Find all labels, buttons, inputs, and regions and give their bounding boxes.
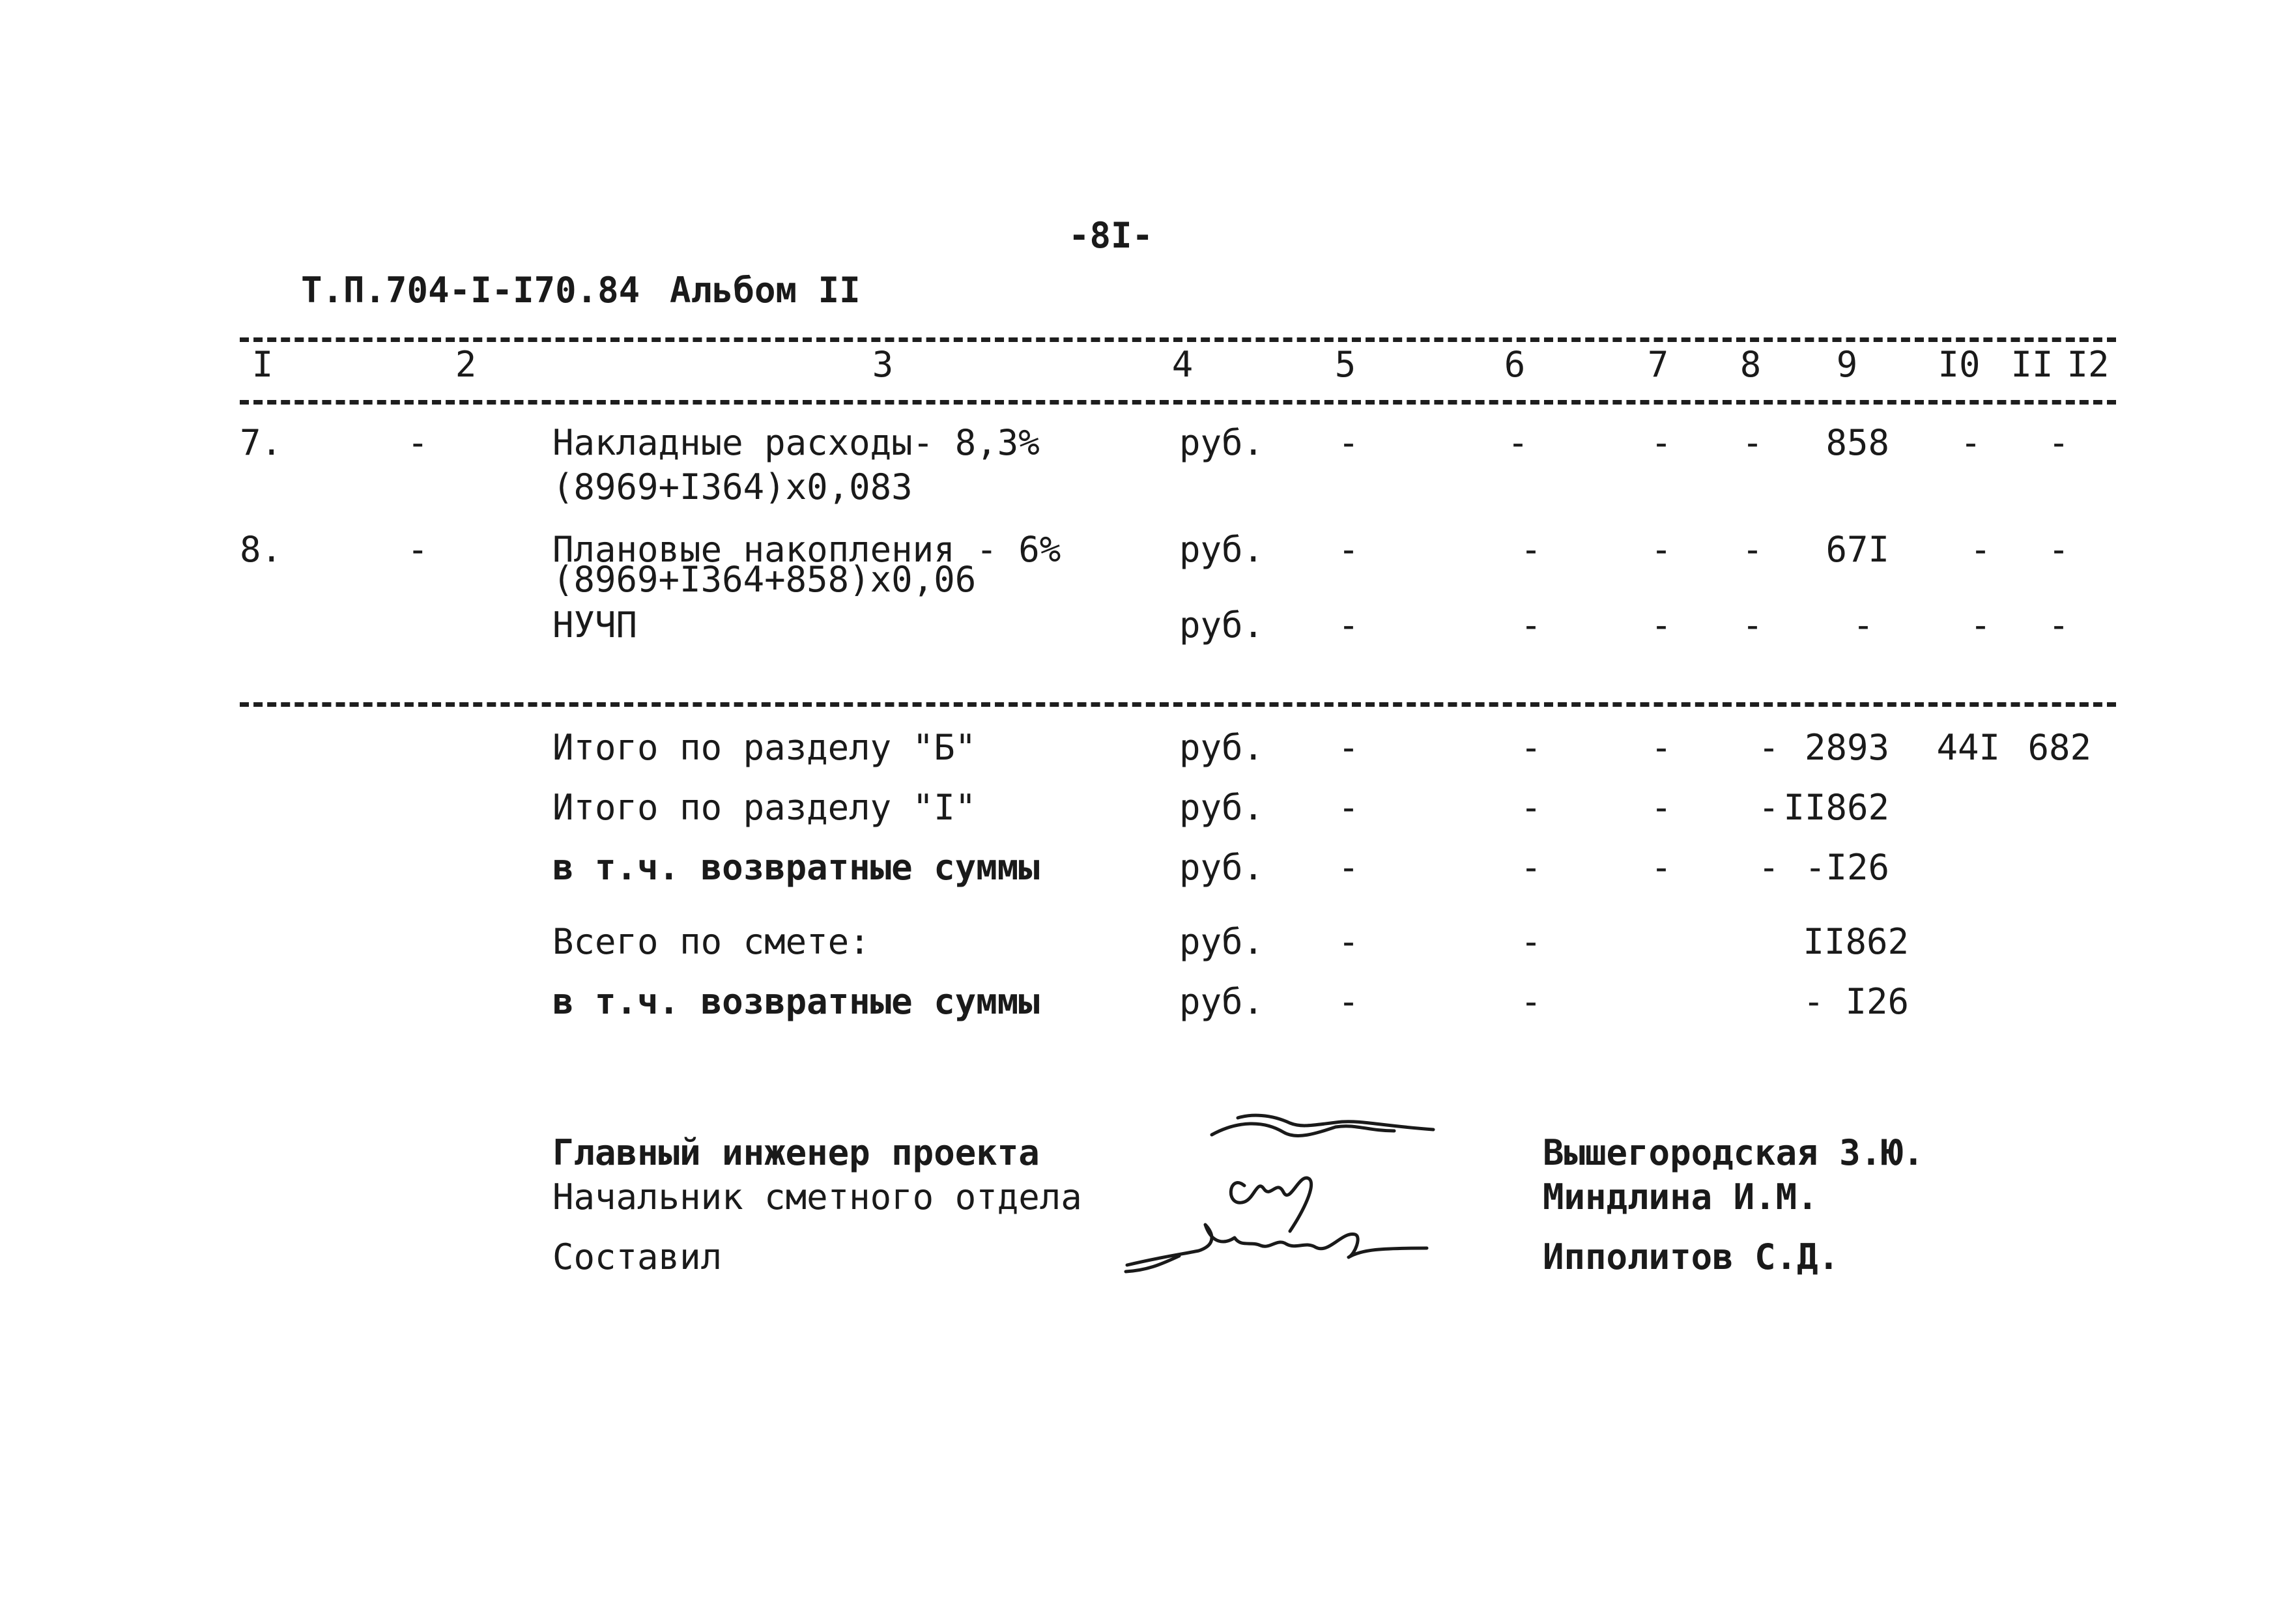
section-rule xyxy=(240,702,2116,707)
signature-stroke-2 xyxy=(1231,1178,1311,1231)
cell-col9: - I26 xyxy=(1803,981,1909,1022)
cell-col11: - xyxy=(2048,605,2070,646)
cell-col5: - xyxy=(1338,981,1360,1022)
row-formula: (8969+I364+858)x0,06 xyxy=(552,559,977,600)
cell-col6: - xyxy=(1520,529,1542,570)
cell-col7: - xyxy=(1650,605,1672,646)
total-name: в т.ч. возвратные суммы xyxy=(552,847,1040,888)
cell-col9: 67I xyxy=(1825,529,1889,570)
cell-col6: - xyxy=(1520,981,1542,1022)
cell-col10: - xyxy=(1969,529,1992,570)
row-formula: (8969+I364)x0,083 xyxy=(552,466,913,507)
signer-role: Составил xyxy=(552,1236,723,1277)
cell-col8: - xyxy=(1741,605,1764,646)
column-header: 5 xyxy=(1334,344,1356,385)
column-header: 7 xyxy=(1647,344,1669,385)
cell-col5: - xyxy=(1338,529,1360,570)
cell-col5: - xyxy=(1338,847,1360,888)
doc-code: Т.П.704-I-I70.84 xyxy=(301,270,640,311)
cell-col5: - xyxy=(1338,727,1360,768)
row-number: 7. xyxy=(240,422,283,463)
cell-col7: - xyxy=(1650,529,1672,570)
cell-col7: - xyxy=(1650,422,1672,463)
cell-col6: - xyxy=(1520,605,1542,646)
cell-col9: II862 xyxy=(1803,921,1909,962)
total-name: в т.ч. возвратные суммы xyxy=(552,981,1040,1022)
signer-name: Ипполитов С.Д. xyxy=(1543,1236,1840,1277)
cell-col9: - xyxy=(1852,605,1874,646)
cell-col8: - xyxy=(1758,787,1780,828)
cell-col7: - xyxy=(1650,847,1672,888)
column-header: 4 xyxy=(1171,344,1194,385)
column-header: 9 xyxy=(1836,344,1858,385)
cell-col5: - xyxy=(1338,422,1360,463)
cell-col11: 682 xyxy=(2027,727,2091,768)
header-bottom-rule xyxy=(240,400,2116,405)
total-unit: руб. xyxy=(1179,921,1265,962)
total-unit: руб. xyxy=(1179,787,1265,828)
column-header: 6 xyxy=(1504,344,1526,385)
row-unit: руб. xyxy=(1179,529,1265,570)
row-name: Плановые накопления - 6% xyxy=(552,529,1061,570)
row-number: 8. xyxy=(240,529,283,570)
total-unit: руб. xyxy=(1179,981,1265,1022)
cell-col5: - xyxy=(1338,921,1360,962)
cell-col2: - xyxy=(407,529,429,570)
row-unit: руб. xyxy=(1179,605,1265,646)
total-unit: руб. xyxy=(1179,727,1265,768)
cell-col7: - xyxy=(1650,727,1672,768)
signer-name: Миндлина И.М. xyxy=(1543,1176,1818,1218)
cell-col11: - xyxy=(2048,529,2070,570)
column-header: 2 xyxy=(455,344,477,385)
handwritten-signatures xyxy=(1121,1094,1459,1290)
cell-col7: - xyxy=(1650,787,1672,828)
page-number: -8I- xyxy=(1068,215,1154,256)
total-unit: руб. xyxy=(1179,847,1265,888)
cell-col8: - xyxy=(1741,422,1764,463)
signer-name: Вышегородская З.Ю. xyxy=(1543,1132,1925,1173)
cell-col6: - xyxy=(1520,921,1542,962)
cell-col9: 858 xyxy=(1825,422,1889,463)
cell-col8: - xyxy=(1741,529,1764,570)
column-header: 8 xyxy=(1739,344,1762,385)
cell-col6: - xyxy=(1520,847,1542,888)
total-name: Всего по смете: xyxy=(552,921,870,962)
total-name: Итого по разделу "Б" xyxy=(552,727,977,768)
row-name: НУЧП xyxy=(552,605,638,646)
cell-col10: - xyxy=(1960,422,1982,463)
signer-role: Начальник сметного отдела xyxy=(552,1176,1082,1218)
cell-col10: 44I xyxy=(1936,727,2000,768)
column-header: II xyxy=(2011,344,2054,385)
cell-col9: 2893 xyxy=(1804,727,1889,768)
row-unit: руб. xyxy=(1179,422,1265,463)
signer-role: Главный инженер проекта xyxy=(552,1132,1040,1173)
cell-col8: - xyxy=(1758,727,1780,768)
cell-col6: - xyxy=(1520,787,1542,828)
cell-col5: - xyxy=(1338,787,1360,828)
header-top-rule xyxy=(240,337,2116,342)
column-header: I0 xyxy=(1938,344,1981,385)
column-header: I xyxy=(251,344,274,385)
cell-col6: - xyxy=(1520,727,1542,768)
column-header: I2 xyxy=(2067,344,2110,385)
cell-col10: - xyxy=(1969,605,1992,646)
cell-col11: - xyxy=(2048,422,2070,463)
column-header: 3 xyxy=(872,344,894,385)
cell-col8: - xyxy=(1758,847,1780,888)
total-name: Итого по разделу "I" xyxy=(552,787,977,828)
row-name: Накладные расходы- 8,3% xyxy=(552,422,1040,463)
cell-col6: - xyxy=(1507,422,1529,463)
album-label: Альбом II xyxy=(670,270,861,311)
cell-col9: -I26 xyxy=(1804,847,1889,888)
cell-col9: II862 xyxy=(1783,787,1889,828)
cell-col5: - xyxy=(1338,605,1360,646)
cell-col2: - xyxy=(407,422,429,463)
